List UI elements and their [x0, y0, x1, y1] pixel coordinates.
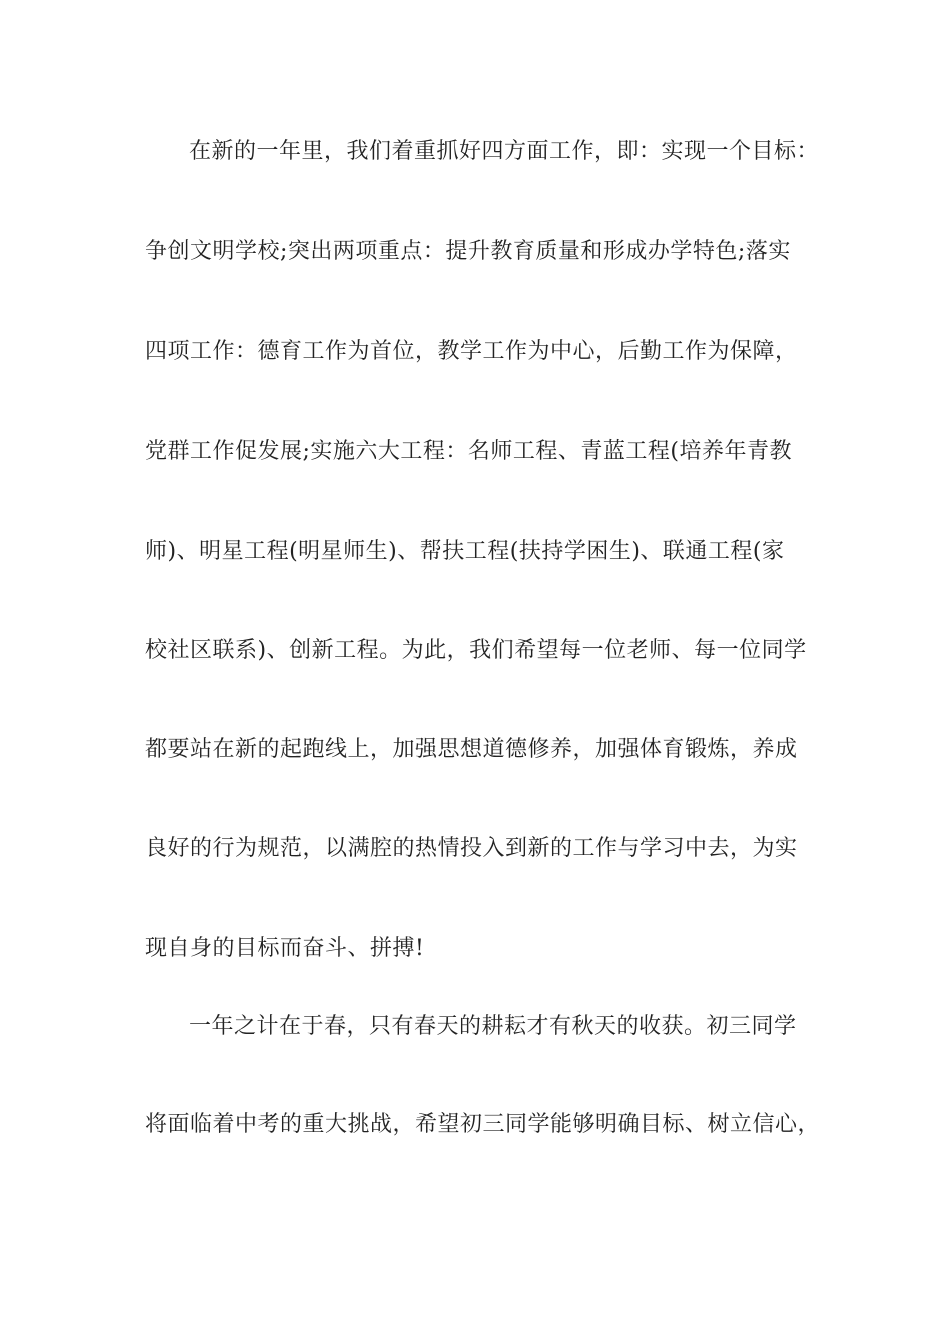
- paragraph-line: 良好的行为规范，以满腔的热情投入到新的工作与学习中去，为实: [145, 836, 798, 861]
- paragraph-line: 师)、明星工程(明星师生)、帮扶工程(扶持学困生)、联通工程(家: [145, 539, 785, 564]
- paragraph-line: 四项工作：德育工作为首位，教学工作为中心，后勤工作为保障，: [145, 339, 798, 364]
- paragraph-line: 党群工作促发展;实施六大工程：名师工程、青蓝工程(培养年青教: [145, 439, 792, 464]
- paragraph-line: 校社区联系)、创新工程。为此，我们希望每一位老师、每一位同学: [145, 638, 807, 663]
- paragraph-line: 一年之计在于春，只有春天的耕耘才有秋天的收获。初三同学: [189, 1014, 797, 1039]
- paragraph-line: 在新的一年里，我们着重抓好四方面工作，即：实现一个目标：: [189, 139, 820, 164]
- paragraph-line: 都要站在新的起跑线上，加强思想道德修养，加强体育锻炼，养成: [145, 737, 798, 762]
- paragraph-line: 将面临着中考的重大挑战，希望初三同学能够明确目标、树立信心，: [145, 1112, 821, 1137]
- paragraph-line: 现自身的目标而奋斗、拼搏!: [145, 936, 425, 961]
- paragraph-line: 争创文明学校;突出两项重点：提升教育质量和形成办学特色;落实: [145, 239, 791, 264]
